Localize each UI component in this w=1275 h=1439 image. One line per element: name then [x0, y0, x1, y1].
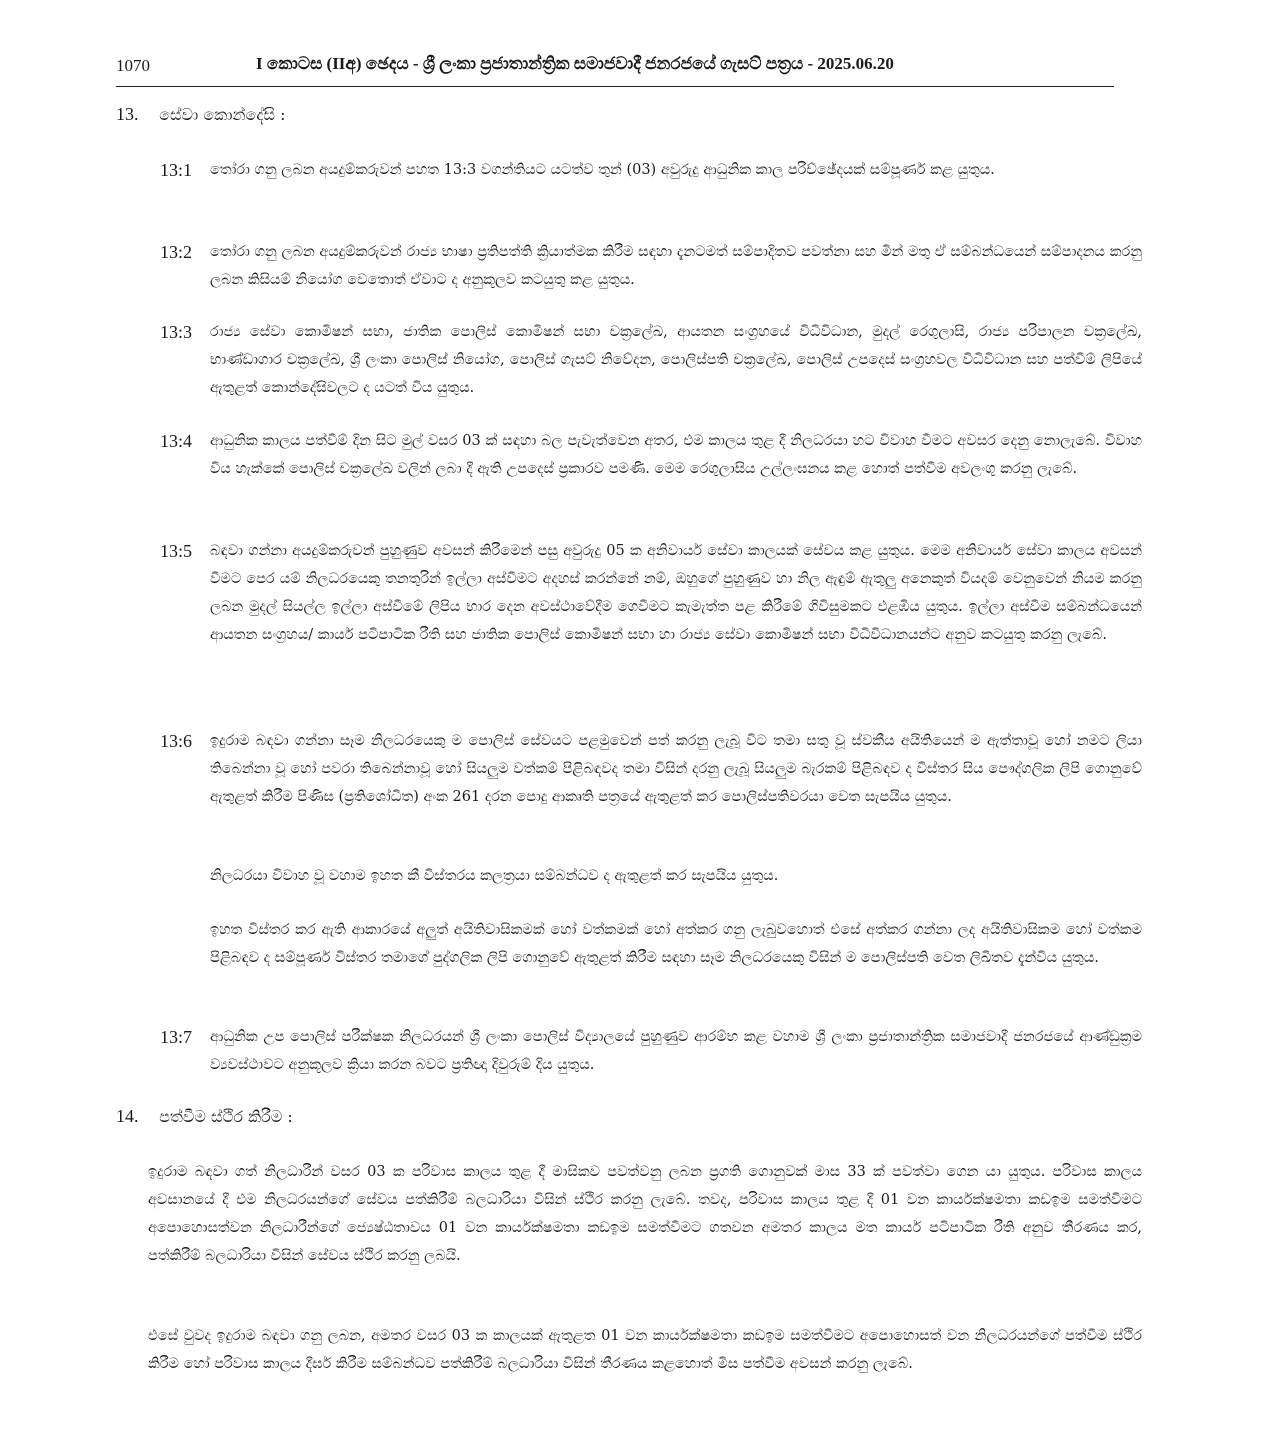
section-14-paragraph-2: එසේ වුවද ඉදුරාම බඳවා ගනු ලබන, අමතර වසර 03 ක කාලයක් ඇතුළත 01 වන කාර්යක්ෂමතා කඩඉම සමත්වීමට අපොහොසත් වන නිලධරයන්ගේ පත්වීම ස්ථිර කිරීම හෝ පරිවාස කාලය දීර්ඝ කිරීම සම්බන්ධව පත්කිරීම් බලධාරියා විසින් තීරණය කළහොත් මිස පත්වීම අවසන් කරනු ලැබේ. [148, 1328, 1142, 1372]
paragraph-assets: ඉහත විස්තර කර ඇති ආකාරයේ අලුත් අයිතිවාසිකමක් හෝ වත්කමක් හෝ අත්කර ගනු ලැබුවහොත් එසේ අත්කර ගන්නා ලද අයිතිවාසිකම හෝ වත්කම පිළිබඳව ද සම්පූර්ණ විස්තර තමාගේ පුද්ගලික ලිපි ගොනුවේ ඇතුළත් කිරීම සඳහා සෑම නිලධරයෙකු විසින් ම පොලිස්පති වෙත ලිඛිතව දැන්විය යුතුය. [210, 922, 1142, 966]
clause-number: 13:3 [160, 322, 193, 342]
clause-text: ආධුනික කාලය පත්වීම් දින සිට මුල් වසර 03 ක් සඳහා බල පැවැත්වෙන අතර, එම කාලය තුළ දී නිලධරයා හට විවාහ වීමට අවසර දෙනු නොලැබේ. විවාහ විය හැක්කේ පොලිස් චක්‍රලේඛ වලින් ලබා දී ඇති උපදෙස් ප්‍රකාරව පමණි. මෙම රෙගුලාසිය උල්ලංඝනය කළ හොත් පත්වීම අවලංගු කරනු ලැබේ. [210, 433, 1142, 477]
clause-text: ආධුනික උප පොලිස් පරීක්ෂක නිලධරයන් ශ්‍රී ලංකා පොලිස් විද්‍යාලයේ පුහුණුව ආරම්භ කළ වහාම ශ්‍රී ලංකා ප්‍රජාතාන්ත්‍රික සමාජවාදී ජනරජයේ ආණ්ඩුක්‍රම ව්‍යවස්ථාවට අනුකූලව ක්‍රියා කරන බවට ප්‍රතිඥා දිවුරුම් දිය යුතුය. [210, 1029, 1142, 1073]
section-13-title: සේවා කොන්දේසි : [159, 105, 286, 124]
paragraph-marriage: නිලධරයා විවාහ වූ වහාම ඉහත කී විස්තරය කලත්‍රයා සම්බන්ධව ද ඇතුළත් කර සැපයිය යුතුය. [210, 868, 779, 884]
clause-13-7 [160, 1023, 1142, 1079]
clause-text: තෝරා ගනු ලබන අයදුම්කරුවන් රාජ්‍ය භාෂා ප්‍රතිපත්ති ක්‍රියාත්මක කිරීම සඳහා දැනටමත් සම්පාදිතව පවත්නා සහ මින් මතු ඒ සම්බන්ධයෙන් සම්පාදනය කරනු ලබන කිසියම් නියෝග වෙතොත් ඒවාට ද අනුකූලව කටයුතු කළ යුතුය. [210, 244, 1142, 288]
clause-text: ඉදුරාම බඳවා ගන්නා සෑම නිලධරයෙකු ම පොලිස් සේවයට පළමුවෙන් පත් කරනු ලැබූ විට තමා සතු වූ ස්වකීය අයිතියෙන් ම ඇත්තාවූ හෝ නමට ලියා තිබෙන්නා වූ හෝ පවරා තිබෙන්නාවූ හෝ සියලුම වත්කම් පිළිබඳවද තමා විසින් දරනු ලැබූ සියලුම බැරකම් පිළිබඳව ද විස්තර සිය පෞද්ගලික ලිපි ගොනුවේ ඇතුළත් කිරීම පිණිස (ප්‍රතිශෝධිත) අංක 261 දරන පොදු ආකෘති පත්‍රයේ ඇතුළත් කර පොලිස්පතිවරයා වෙත සැපයිය යුතුය. [210, 733, 1142, 805]
clause-13-1 [160, 156, 1142, 184]
clause-13-4 [160, 427, 1142, 483]
clause-13-5 [160, 537, 1142, 649]
clause-13-2 [160, 238, 1142, 294]
page-header [116, 54, 1114, 87]
section-14-title: පත්වීම ස්ථිර කිරීම : [159, 1107, 293, 1126]
clause-text: බඳවා ගන්නා අයදුම්කරුවන් පුහුණුව අවසන් කිරීමෙන් පසු අවුරුදු 05 ක අනිවාර්ය සේවා කාලයක් සේවය කළ යුතුය. මෙම අනිවාර්ය සේවා කාලය අවසන් වීමට පෙර යම් නිලධරයෙකු තනතුරින් ඉල්ලා අස්වීමට අදහස් කරන්නේ නම්, ඔහුගේ පුහුණුව හා නිල ඇඳුම් ඇතුලු අනෙකුත් වියදම් වෙනුවෙන් නියම කරනු ලබන මුදල් සියල්ල ඉල්ලා අස්වීමේ ලිපිය භාර දෙන අවස්ථාවේදීම ගෙවීමට කැමැත්ත පළ කිරීමේ ගිවිසුමකට එළඹිය යුතුය. ඉල්ලා අස්වීම සම්බන්ධයෙන් ආයතන සංග්‍රහය/ කාර්ය පටිපාටික රීති සහ ජාතික පොලිස් කොමිෂන් සභා හා රාජ්‍ය සේවා කොමිෂන් සභා විධිවිධානයන්ට අනුව කටයුතු කරනු ලැබේ. [210, 543, 1142, 643]
clause-text: තෝරා ගනු ලබන අයදුම්කරුවන් පහත 13:3 වගන්තියට යටත්ව තුන් (03) අවුරුදු ආධුනික කාල පරිච්ඡේදයක් සම්පූර්ණ කළ යුතුය. [210, 162, 995, 178]
section-13-number: 13. [116, 104, 139, 124]
clause-13-3 [160, 318, 1142, 402]
section-14-paragraph-1: ඉදුරාම බඳවා ගත් නිලධාරීන් වසර 03 ක පරිවාස කාලය තුළ දී මාසිකව පවත්වනු ලබන ප්‍රගති ගොනුවක් මාස 33 ක් පවත්වා ගෙන යා යුතුය. පරිවාස කාලය අවසානයේ දී එම නිලධරයන්ගේ සේවය පත්කිරීම් බලධාරියා විසින් ස්ථිර කරනු ලැබේ. තවද, පරිවාස කාලය තුළ දී 01 වන කාර්යක්ෂමතා කඩඉම සමත්වීමට අපොහොසත්වන නිලධාරීන්ගේ ජ්‍යෙෂ්ඨතාවය 01 වන කාර්යක්ෂමතා කඩඉම සමත්වීමට ගතවන අමතර කාලය මත කාර්ය පටිපාටික රීති අනුව තීරණය කර, පත්කිරීම් බලධාරියා විසින් සේවය ස්ථිර කරනු ලබයි. [148, 1164, 1142, 1264]
clause-number: 13:4 [160, 431, 193, 451]
clause-number: 13:7 [160, 1027, 193, 1047]
section-14-heading [116, 1106, 293, 1127]
clause-text: රාජ්‍ය සේවා කොමිෂන් සභා, ජාතික පොලිස් කොමිෂන් සභා චක්‍රලේඛ, ආයතන සංග්‍රහයේ විධිවිධාන, මුදල් රෙගුලාසි, රාජ්‍ය පරිපාලන චක්‍රලේඛ, භාණ්ඩාගාර චක්‍රලේඛ, ශ්‍රී ලංකා පොලිස් නියෝග, පොලිස් ගැසට් නිවේදන, පොලිස්පති චක්‍රලේඛ, පොලිස් උපදෙස් සංග්‍රහවල විධිවිධාන සහ පත්වීම් ලිපියේ ඇතුළත් කොන්දේසිවලට ද යටත් විය යුතුය. [210, 324, 1142, 396]
clause-number: 13:1 [160, 160, 193, 180]
section-14-number: 14. [116, 1106, 139, 1126]
clause-number: 13:2 [160, 242, 193, 262]
clause-number: 13:6 [160, 731, 193, 751]
clause-13-6 [160, 727, 1142, 811]
section-13-heading [116, 104, 285, 125]
page-number: 1070 [116, 56, 150, 75]
header-title: I කොටස (IIඅ) ඡෙදය - ශ්‍රී ලංකා ප්‍රජාතාන්ත්‍රික සමාජවාදී ජනරජයේ ගැසට් පත්‍රය - 2025.06.20 [256, 54, 894, 73]
clause-number: 13:5 [160, 541, 193, 561]
